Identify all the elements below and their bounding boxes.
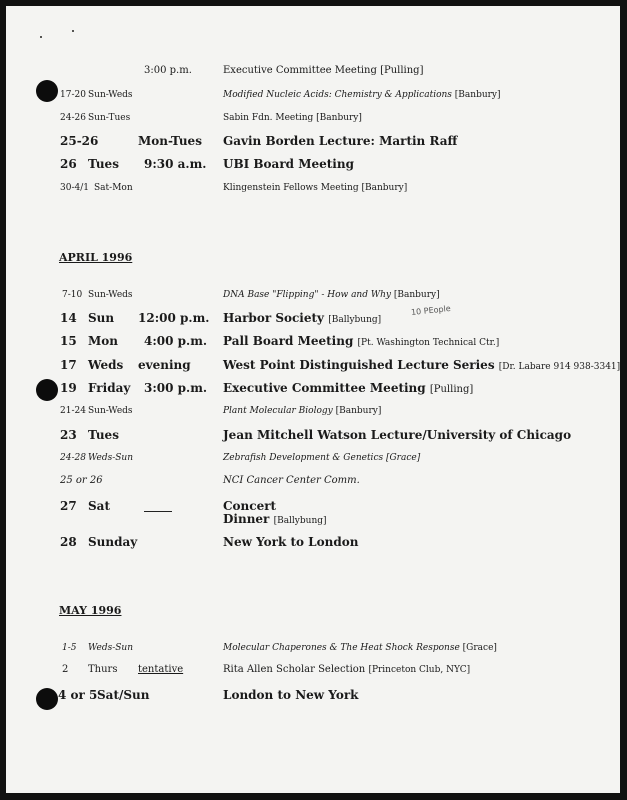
entry-date: 27 <box>60 499 77 513</box>
entry-day: Sunday <box>88 535 138 549</box>
entry-day: Tues <box>88 428 119 442</box>
entry-date: 7-10 <box>62 290 83 300</box>
punch-hole-bottom <box>36 688 58 710</box>
punch-hole-middle <box>36 379 58 401</box>
entry-date: 25-26 <box>60 134 99 148</box>
entry-day: Sat/Sun <box>97 688 150 702</box>
entry-date: 30-4/1 <box>60 183 89 193</box>
entry-day: Sat <box>88 499 110 513</box>
entry-day: Weds <box>88 358 124 372</box>
entry-day: Sat-Mon <box>94 183 133 193</box>
entry-day: Weds-Sun <box>88 453 134 463</box>
entry-event: Harbor Society [Ballybung] <box>223 311 382 325</box>
entry-day: Sun-Weds <box>88 90 133 100</box>
entry-time: tentative <box>138 664 184 675</box>
may-heading: MAY 1996 <box>59 604 122 617</box>
entry-event: New York to London <box>223 535 359 549</box>
entry-date: 19 <box>60 381 77 395</box>
entry-time: 3:00 p.m. <box>144 381 208 395</box>
entry-event: Rita Allen Scholar Selection [Princeton Club, NYC] <box>223 664 471 675</box>
entry-day: Sun-Weds <box>88 290 133 300</box>
blank-time-line <box>144 511 172 512</box>
entry-event: UBI Board Meeting <box>223 157 354 171</box>
entry-event: Modified Nucleic Acids: Chemistry & Applications [Banbury] <box>223 90 501 100</box>
entry-time: evening <box>138 358 191 372</box>
speck-mark <box>72 30 74 32</box>
entry-event: Plant Molecular Biology [Banbury] <box>223 406 382 416</box>
entry-date: 14 <box>60 311 77 325</box>
entry-date: 21-24 <box>60 406 86 416</box>
entry-time: 12:00 p.m. <box>138 311 210 325</box>
entry-time: 4:00 p.m. <box>144 334 208 348</box>
entry-date: 23 <box>60 428 77 442</box>
entry-event: Gavin Borden Lecture: Martin Raff <box>223 134 458 148</box>
entry-event: Zebrafish Development & Genetics [Grace] <box>223 453 421 463</box>
entry-date: 17 <box>60 358 77 372</box>
entry-event: West Point Distinguished Lecture Series [Dr. Labare 914 938-3341] <box>223 358 621 372</box>
entry-day: Sun <box>88 311 115 325</box>
entry-event-second-line: Dinner [Ballybung] <box>223 512 327 526</box>
entry-day: Sun-Tues <box>88 113 131 123</box>
entry-day: Sun-Weds <box>88 406 133 416</box>
entry-day: Weds-Sun <box>88 643 134 653</box>
entry-date: 1-5 <box>62 643 77 653</box>
entry-day: Mon <box>88 334 119 348</box>
entry-day: Tues <box>88 157 119 171</box>
entry-event: Executive Committee Meeting [Pulling] <box>223 381 474 395</box>
entry-time: 9:30 a.m. <box>144 157 207 171</box>
entry-date: 17-20 <box>60 90 86 100</box>
entry-day: Thurs <box>88 664 118 675</box>
punch-hole-top <box>36 80 58 102</box>
entry-event: Klingenstein Fellows Meeting [Banbury] <box>223 183 408 193</box>
entry-date: 4 or 5 <box>58 688 98 702</box>
entry-event: NCI Cancer Center Comm. <box>223 475 360 486</box>
entry-date: 26 <box>60 157 77 171</box>
entry-date: 15 <box>60 334 77 348</box>
entry-event: Concert <box>223 499 277 513</box>
entry-event: Executive Committee Meeting [Pulling] <box>223 65 424 76</box>
entry-event: London to New York <box>223 688 359 702</box>
entry-event: Sabin Fdn. Meeting [Banbury] <box>223 113 362 123</box>
entry-date: 24-26 <box>60 113 86 123</box>
entry-event: Pall Board Meeting [Pt. Washington Technical Ctr.] <box>223 334 500 348</box>
entry-date: 28 <box>60 535 77 549</box>
entry-date: 24-28 <box>60 453 86 463</box>
entry-event: DNA Base "Flipping" - How and Why [Banbury] <box>223 290 440 300</box>
april-heading: APRIL 1996 <box>59 251 133 264</box>
entry-event: Molecular Chaperones & The Heat Shock Response [Grace] <box>223 643 497 653</box>
entry-event: Jean Mitchell Watson Lecture/University of Chicago <box>223 428 572 442</box>
entry-date: 2 <box>62 664 69 675</box>
entry-day: Friday <box>88 381 131 395</box>
entry-date: 25 or 26 <box>60 475 103 486</box>
speck-mark <box>40 36 42 38</box>
entry-time: 3:00 p.m. <box>144 65 192 76</box>
entry-day: Mon-Tues <box>138 134 202 148</box>
handwritten-annotation: 10 PEople <box>410 303 452 318</box>
